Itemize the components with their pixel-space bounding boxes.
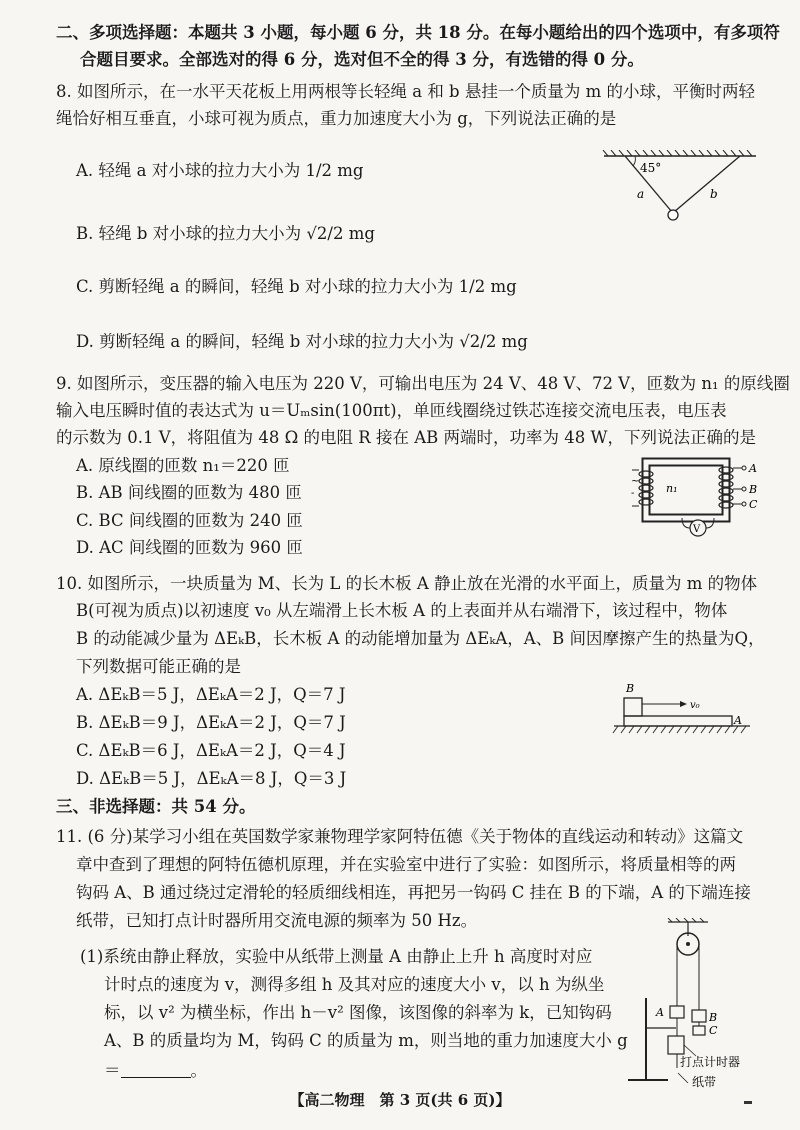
q9-transformer-figure [628,456,768,542]
weight-b [692,1010,706,1022]
block-b [624,698,642,716]
answer-blank[interactable] [121,1061,191,1078]
q10-option-a: A. ΔEₖB＝5 J，ΔEₖA＝2 J，Q＝7 J [76,685,346,704]
rope-b [674,156,740,212]
q11-answer-line [104,1060,207,1082]
q9-option-a: A. 原线圈的匝数 n₁＝220 匝 [76,456,290,475]
q10-stem-cont-2: B 的动能减少量为 ΔEₖB，长木板 A 的动能增加量为 ΔEₖA，A、B 间因摩擦产生的热量为Q， [76,629,765,648]
q8-option-b: B. 轻绳 b 对小球的拉力大小为 √2/2 mg [76,224,375,243]
weight-c-label: C [709,1024,718,1037]
section-header-multi-choice-cont: 合题目要求。全部选对的得 6 分，选对但不全的得 3 分，有选错的得 0 分。 [80,50,644,69]
q9-stem: 9. 如图所示，变压器的输入电压为 220 V，可输出电压为 24 V、48 V、72 V，匝数为 n₁ 的原线圈 [56,374,790,393]
rope-a-label: a [637,187,645,201]
board-a [624,716,732,726]
iron-core [646,462,726,518]
page-footer: 【高二物理 第 3 页(共 6 页)】 [289,1091,511,1109]
voltmeter-label: V [693,524,701,535]
q9-stem-cont-2: 的示数为 0.1 V，将阻值为 48 Ω 的电阻 R 接在 AB 两端时，功率为 48 W，下列说法正确的是 [56,428,756,447]
end-period: 。 [190,1061,207,1080]
q8-stem: 8. 如图所示，在一水平天花板上用两根等长轻绳 a 和 b 悬挂一个质量为 m 的小球，平衡时两轻 [56,82,756,101]
q10-option-c: C. ΔEₖB＝6 J，ΔEₖA＝2 J，Q＝4 J [76,741,346,760]
angle-label: 45° [640,161,662,175]
q10-option-d: D. ΔEₖB＝5 J，ΔEₖA＝8 J，Q＝3 J [76,769,347,788]
q11-stem-cont: 章中查到了理想的阿特伍德机原理，并在实验室中进行了实验：如图所示，将质量相等的两 [76,855,736,874]
q10-figure [612,680,752,742]
equals-sign: ＝ [104,1061,121,1080]
q11-atwood-figure [618,918,788,1088]
velocity-label: v₀ [690,700,700,711]
section-header-multi-choice: 二、多项选择题：本题共 3 小题，每小题 6 分，共 18 分。在每小题给出的四个选项中，有多项符 [56,23,780,42]
page-mark [744,1101,752,1104]
weight-b-label: B [709,1011,718,1024]
q11-part1-cont: 计时点的速度为 v，测得多组 h 及其对应的速度大小 v，以 h 为纵坐 [104,975,605,994]
q10-stem: 10. 如图所示，一块质量为 M、长为 L 的长木板 A 静止放在光滑的水平面上，质量为 m 的物体 [56,574,758,593]
q11-stem-cont-2: 钩码 A、B 通过绕过定滑轮的轻质细线相连，再把另一钩码 C 挂在 B 的下端，A 的下端连接 [76,883,751,902]
q8-option-c: C. 剪断轻绳 a 的瞬间，轻绳 b 对小球的拉力大小为 1/2 mg [76,277,517,296]
svg-text:-: - [631,488,635,499]
q8-figure [600,150,760,225]
secondary-coil [719,467,733,508]
q10-option-b: B. ΔEₖB＝9 J，ΔEₖA＝2 J，Q＝7 J [76,713,346,732]
section-header-non-choice: 三、非选择题：共 54 分。 [56,797,256,816]
q11-part1-cont-3: A、B 的质量均为 M，钩码 C 的质量为 m，则当地的重力加速度大小 g [104,1031,628,1050]
terminal-b: B [749,483,758,496]
q10-stem-cont-3: 下列数据可能正确的是 [76,657,241,676]
weight-a [670,1006,684,1018]
terminal-c: C [749,498,758,511]
weight-c [693,1026,705,1035]
q9-option-d: D. AC 间线圈的匝数为 960 匝 [76,538,303,557]
q8-option-a: A. 轻绳 a 对小球的拉力大小为 1/2 mg [76,161,364,180]
q10-stem-cont: B(可视为质点)以初速度 v₀ 从左端滑上长木板 A 的上表面并从右端滑下，该过程中，物体 [76,601,728,620]
block-b-label: B [626,682,635,695]
board-a-label: A [734,714,742,727]
q8-option-d: D. 剪断轻绳 a 的瞬间，轻绳 b 对小球的拉力大小为 √2/2 mg [76,332,528,351]
q9-option-c: C. BC 间线圈的匝数为 240 匝 [76,511,303,530]
q9-stem-cont: 输入电压瞬时值的表达式为 u＝Uₘsin(100πt)，单匝线圈绕过铁芯连接交流电压表，电压表 [56,401,727,420]
q11-stem: 11. (6 分)某学习小组在英国数学家兼物理学家阿特伍德《关于物体的直线运动和转动》这篇文 [56,827,744,846]
timer-label: 打点计时器 [680,1055,741,1069]
tape-label: 纸带 [692,1075,717,1088]
terminal-a: A [749,462,757,475]
rope-b-label: b [710,187,718,201]
weight-a-label: A [656,1006,664,1019]
q11-part1-cont-2: 标，以 v² 为横坐标，作出 h－v² 图像，该图像的斜率为 k，已知钩码 [104,1003,612,1022]
ball [668,210,678,220]
svg-text:~: ~ [631,476,640,487]
q11-part1: (1)系统由静止释放，实验中从纸带上测量 A 由静止上升 h 高度时对应 [80,947,593,966]
timer [668,1036,684,1054]
q8-stem-cont: 绳恰好相互垂直，小球可视为质点，重力加速度大小为 g，下列说法正确的是 [56,109,617,128]
q9-option-b: B. AB 间线圈的匝数为 480 匝 [76,483,302,502]
n1-label: n₁ [666,482,678,495]
q11-stem-cont-3: 纸带，已知打点计时器所用交流电源的频率为 50 Hz。 [76,911,478,930]
